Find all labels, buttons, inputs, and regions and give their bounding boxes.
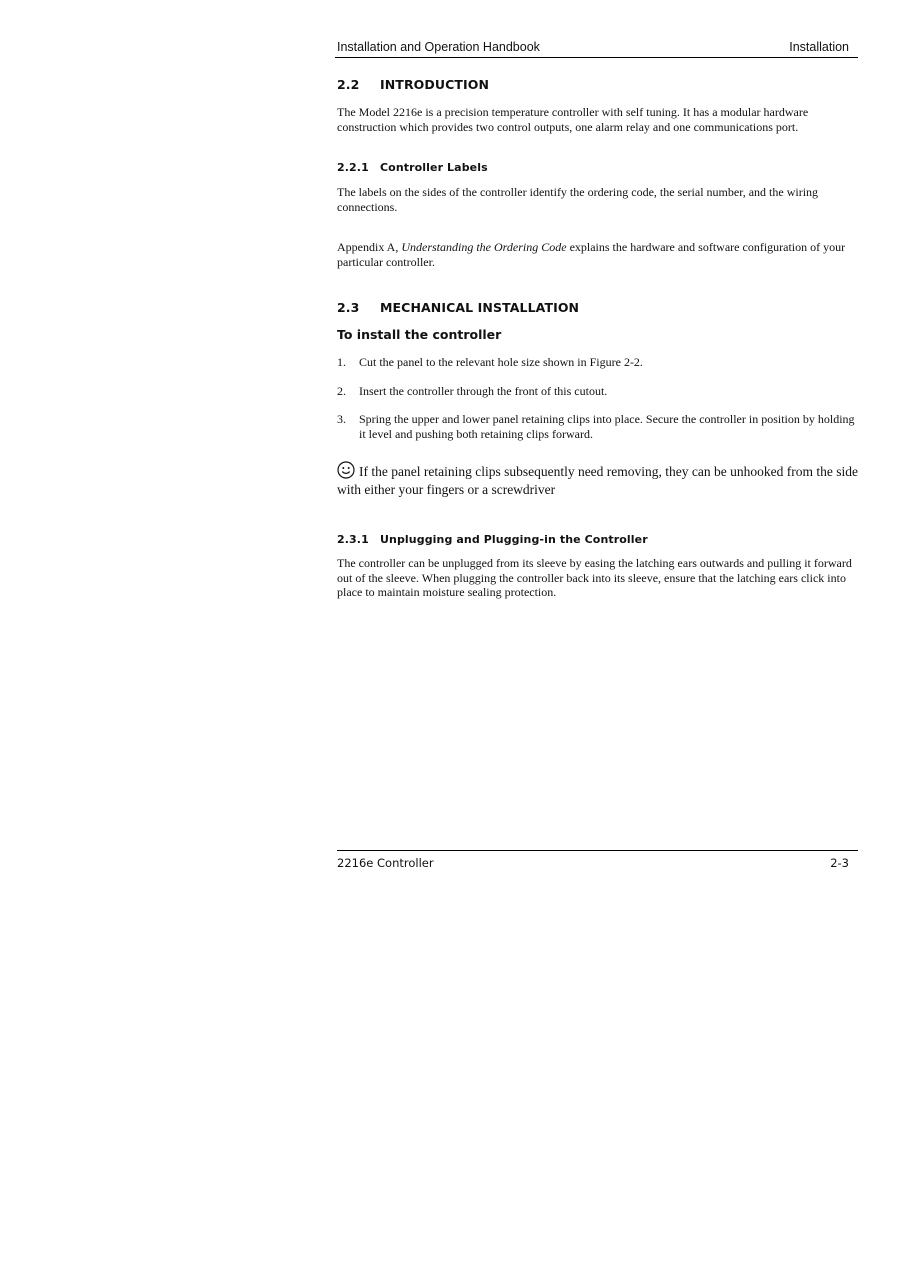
step-number: 2. xyxy=(337,383,346,398)
footer-product: 2216e Controller xyxy=(337,856,434,870)
list-item xyxy=(337,412,858,441)
section-title: Controller Labels xyxy=(380,161,488,174)
section-number: 2.3.1 xyxy=(337,533,369,546)
section-heading-mechanical-installation xyxy=(337,300,858,315)
unplugging-paragraph: The controller can be unplugged from its sleeve by easing the latching ears outwards and pulling it forward out of the sleeve. When plugging the controller back into its sleeve, ensure that the latching ears click into place to maintain moisture sealing protection. xyxy=(337,556,852,599)
appendix-prefix: Appendix A, xyxy=(337,240,402,254)
page-number: 2-3 xyxy=(830,856,849,870)
section-number: 2.2 xyxy=(337,77,360,92)
step-text: Spring the upper and lower panel retaining clips into place. Secure the controller in position by holding it level and pushing both retaining clips forward. xyxy=(359,412,855,441)
install-steps-list xyxy=(337,355,858,441)
section-heading-introduction xyxy=(337,77,858,92)
step-number: 3. xyxy=(337,412,346,426)
section-number: 2.2.1 xyxy=(337,161,369,174)
section-title: INTRODUCTION xyxy=(380,77,490,92)
install-subheading: To install the controller xyxy=(337,327,502,342)
smiley-icon xyxy=(337,461,355,479)
step-number: 1. xyxy=(337,355,346,369)
appendix-suffix: explains the hardware and software configuration of your particular controller. xyxy=(337,240,846,269)
appendix-reference: Understanding the Ordering Code xyxy=(401,240,567,254)
tip-text: If the panel retaining clips subsequently need removing, they can be unhooked from the side with either your fingers or a screwdriver xyxy=(337,464,858,497)
section-heading-controller-labels xyxy=(337,161,858,174)
document-page xyxy=(337,40,858,600)
list-item xyxy=(337,355,858,370)
step-text: Insert the controller through the front of this cutout. xyxy=(359,383,608,398)
section-heading-unplugging xyxy=(337,533,858,546)
header-chapter: Installation xyxy=(789,40,849,54)
list-item xyxy=(337,384,858,399)
step-text: Cut the panel to the relevant hole size shown in Figure 2-2. xyxy=(359,355,643,369)
labels-paragraph: The labels on the sides of the controller identify the ordering code, the serial number, and the wiring connections. xyxy=(337,185,819,214)
section-number: 2.3 xyxy=(337,300,360,315)
running-footer xyxy=(337,850,858,870)
section-title: Unplugging and Plugging-in the Controller xyxy=(380,533,648,546)
section-title: MECHANICAL INSTALLATION xyxy=(380,300,580,315)
running-header xyxy=(335,40,858,58)
appendix-paragraph xyxy=(337,240,858,269)
tip-note xyxy=(337,461,858,499)
introduction-paragraph: The Model 2216e is a precision temperature controller with self tuning. It has a modular hardware construction which provides two control outputs, one alarm relay and one communications port. xyxy=(337,105,809,134)
header-title: Installation and Operation Handbook xyxy=(337,40,540,54)
